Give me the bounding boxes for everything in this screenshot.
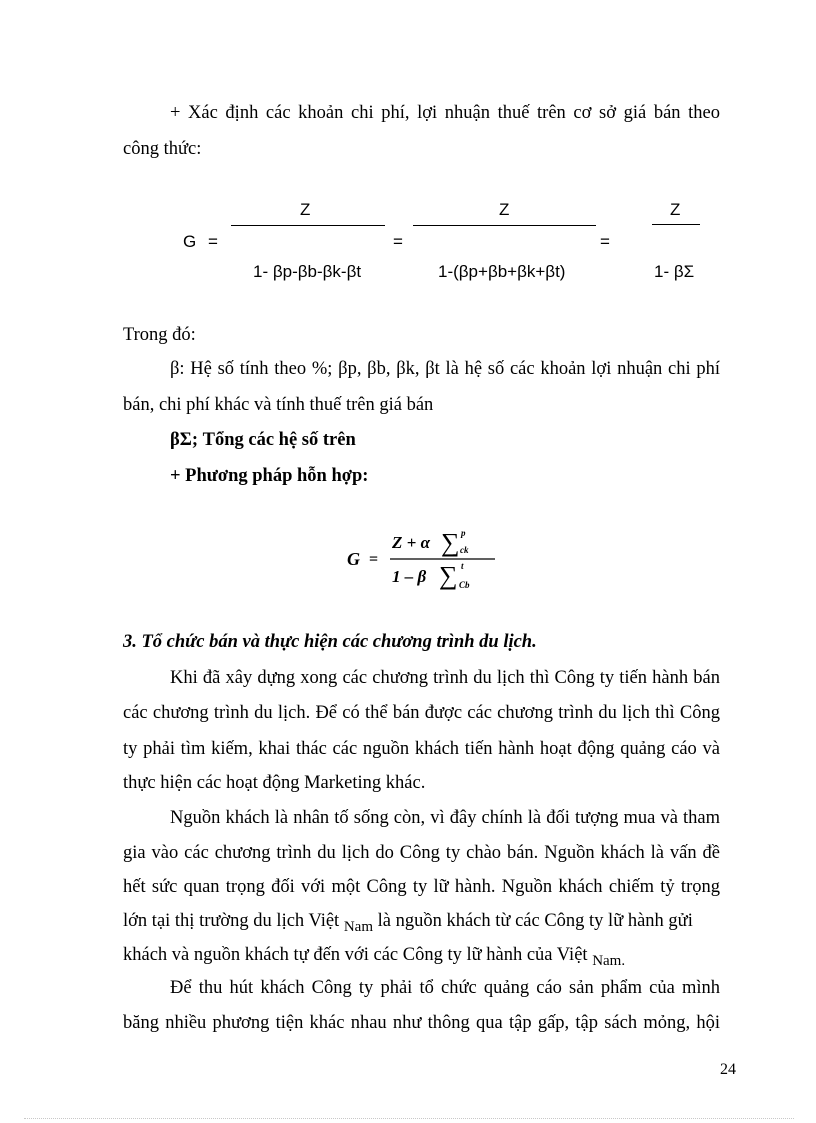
page-number: 24 (720, 1061, 736, 1078)
fraction-3-bar (652, 224, 700, 225)
footer-divider (24, 1118, 794, 1119)
paragraph-3-line-1: Để thu hút khách Công ty phải tổ chức quảng cáo sản phẩm của mình (170, 978, 720, 998)
paragraph-2-line-5-period: . (621, 953, 626, 969)
formula-lhs: G (183, 232, 197, 251)
paragraph-2-line-3: hết sức quan trọng đối với một Công ty lữ hành. Nguồn khách chiếm tỷ trọng (123, 877, 720, 897)
formula-equals-2: = (393, 232, 403, 251)
formula-equals-1: = (208, 232, 218, 251)
sum-coefficient-label: βΣ; Tổng các hệ số trên (170, 430, 356, 450)
paragraph-1-line-1: Khi đã xây dựng xong các chương trình du lịch thì Công ty tiến hành bán (170, 668, 720, 688)
formula2-lhs: G (347, 549, 360, 569)
section-title: 3. Tổ chức bán và thực hiện các chương trình du lịch. (123, 632, 537, 652)
paragraph-2-line-2: gia vào các chương trình du lịch do Công ty chào bán. Nguồn khách là vấn đề (123, 843, 720, 863)
formula2-num-sub: ck (460, 545, 469, 555)
paragraph-2-line-4-start: lớn tại thị trường du lịch Việt (123, 911, 340, 931)
intro-line-2: công thức: (123, 139, 202, 159)
mixed-formula-svg (345, 526, 505, 598)
fraction-1-numerator: Z (300, 200, 311, 219)
formula-equals-3: = (600, 232, 610, 251)
fraction-3-denominator: 1- βΣ (654, 262, 695, 281)
fraction-2-denominator: 1-(βp+βb+βk+βt) (438, 262, 566, 281)
formula2-num-sup: p (461, 528, 466, 538)
beta-definition-line-1: β: Hệ số tính theo %; βp, βb, βk, βt là hệ số các khoản lợi nhuận chi phí (170, 359, 720, 379)
paragraph-1-line-4: thực hiện các hoạt động Marketing khác. (123, 773, 426, 793)
formula2-equals: = (369, 551, 379, 568)
paragraph-2-line-5 (123, 943, 625, 968)
paragraph-2-line-4-nam: Nam (343, 919, 373, 935)
formula2-denominator: 1 – β (392, 567, 427, 586)
fraction-1-bar (231, 225, 385, 226)
fraction-1-denominator: 1- βp-βb-βk-βt (253, 262, 362, 281)
paragraph-2-line-1: Nguồn khách là nhân tố sống còn, vì đây chính là đối tượng mua và tham (170, 808, 720, 828)
paragraph-2-line-4-end: là nguồn khách từ các Công ty lữ hành gửi (377, 911, 693, 931)
formula2-numerator: Z + α (392, 533, 430, 552)
paragraph-3-line-2: băng nhiều phương tiện khác nhau như thông qua tập gấp, tập sách mỏng, hội (123, 1013, 720, 1033)
mixed-method-formula (345, 526, 505, 598)
paragraph-2-line-4 (123, 909, 693, 934)
formula2-den-sup: t (461, 561, 464, 571)
fraction-2-numerator: Z (499, 200, 510, 219)
intro-line-1: + Xác định các khoản chi phí, lợi nhuận thuế trên cơ sở giá bán theo (170, 103, 720, 123)
numerator-sum-icon: ∑ (441, 528, 460, 557)
fraction-2-bar (413, 225, 596, 226)
paragraph-1-line-2: các chương trình du lịch. Để có thể bán được các chương trình du lịch thì Công (123, 703, 720, 723)
paragraph-2-line-5-nam: Nam (592, 953, 622, 969)
denominator-sum-icon: ∑ (439, 561, 458, 590)
paragraph-1-line-3: ty phải tìm kiếm, khai thác các nguồn khách tiến hành hoạt động quảng cáo và (123, 739, 720, 759)
formula2-den-sub: Cb (459, 580, 470, 590)
mixed-method-heading: + Phương pháp hỗn hợp: (170, 466, 369, 486)
paragraph-2-line-5-start: khách và nguồn khách tự đến với các Công ty lữ hành của Việt (123, 945, 588, 965)
fraction-3-numerator: Z (670, 200, 681, 219)
definitions-heading: Trong đó: (123, 325, 196, 345)
beta-definition-line-2: bán, chi phí khác và tính thuế trên giá bán (123, 395, 434, 415)
